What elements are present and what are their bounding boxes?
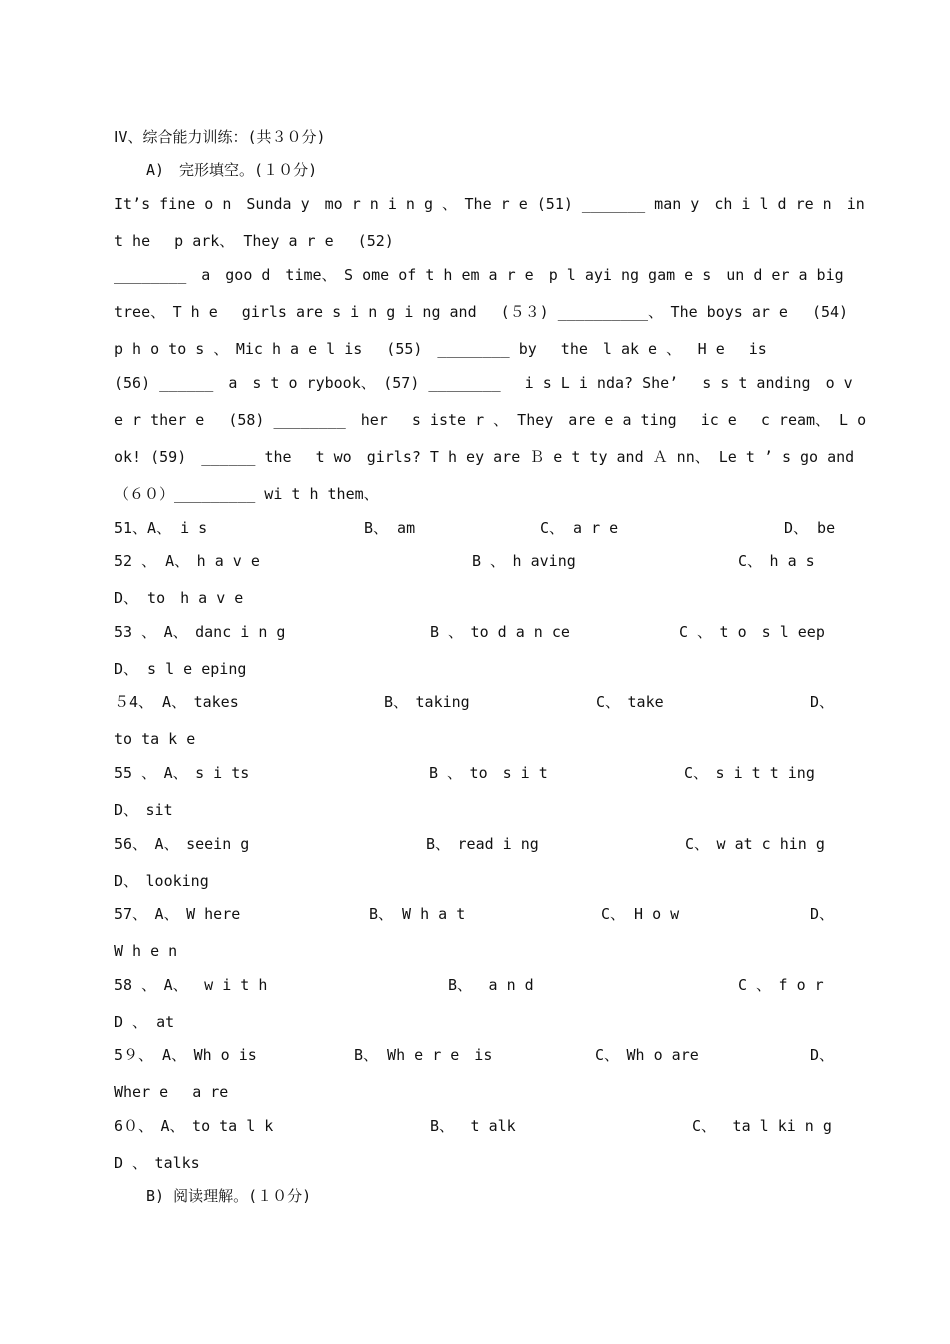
question-option-c: C 、 f o r <box>738 976 824 994</box>
passage-line: （６０）_________ wi t h them、 <box>114 485 379 503</box>
question-option-d: D、 be <box>784 519 836 537</box>
question-wrap-line: D、 sit <box>114 801 173 819</box>
question-wrap-line: D、 looking <box>114 872 209 890</box>
section-heading: ⅠV、综合能力训练：(共３０分) <box>114 128 326 146</box>
question-wrap-line: D 、 talks <box>114 1154 200 1172</box>
passage-line: ok! (59) ______ the t wo girls? T h ey are Ｂ e t ty and Ａ nn、 Le t ’ s go and <box>114 448 855 466</box>
question-row <box>114 904 836 924</box>
question-row <box>114 622 836 642</box>
question-row <box>114 834 836 854</box>
question-option-a: 51、A、 i s <box>114 519 208 537</box>
question-option-d: D、 <box>810 905 835 923</box>
passage-line: tree、 T h e girls are s i n g i ng and (５３) __________、 The boys ar e (54) <box>114 303 849 321</box>
question-option-b: B、 am <box>364 519 416 537</box>
question-option-a: 6０、 A、 to ta l k <box>114 1117 274 1135</box>
question-option-a: 58 、 A、 w i t h <box>114 976 268 994</box>
question-option-a: 5９、 A、 Wh o is <box>114 1046 257 1064</box>
question-option-c: C、 s i t t ing <box>684 764 815 782</box>
passage-line: ________ a goo d time、 S ome of t h em a r e p l ayi ng gam e s un d er a big <box>114 266 844 284</box>
passage-line: t he p ark、 They a r e (52) <box>114 232 394 250</box>
question-option-a: 56、 A、 seein g <box>114 835 250 853</box>
question-option-c: C、 take <box>596 693 664 711</box>
question-option-b: B、 read i ng <box>426 835 539 853</box>
question-wrap-line: D 、 at <box>114 1013 175 1031</box>
question-option-a: 57、 A、 W here <box>114 905 241 923</box>
question-option-d: D、 <box>810 693 835 711</box>
question-row <box>114 551 836 571</box>
question-option-c: C、 ta l ki n g <box>692 1117 832 1135</box>
question-option-d: D、 <box>810 1046 835 1064</box>
passage-line: p h o to s 、 Mic h a e l is (55) ________ by the l ak e 、 H e is <box>114 340 767 358</box>
question-wrap-line: W h e n <box>114 942 178 960</box>
question-option-b: B、 taking <box>384 693 470 711</box>
passage-line: It’s fine o n Sunda y mo r n i n g 、 The r e (51) _______ man y ch i l d re n in <box>114 195 865 213</box>
question-option-c: C、 w at c hin g <box>685 835 825 853</box>
question-option-a: 55 、 A、 s i ts <box>114 764 250 782</box>
question-row <box>114 975 836 995</box>
question-row <box>114 1116 836 1136</box>
question-wrap-line: to ta k e <box>114 730 196 748</box>
question-wrap-line: D、 to h a v e <box>114 589 244 607</box>
question-option-c: C、 h a s <box>738 552 815 570</box>
question-option-a: 52 、 A、 h a v e <box>114 552 260 570</box>
question-option-c: C、 a r e <box>540 519 619 537</box>
question-option-c: C、 Wh o are <box>595 1046 699 1064</box>
question-row <box>114 692 836 712</box>
reading-heading: B) 阅读理解。(１０分) <box>146 1187 312 1205</box>
passage-line: e r ther e (58) ________ her s iste r 、 They are e a ting ic e c ream、 L o <box>114 411 867 429</box>
question-option-c: C 、 t o s l eep <box>679 623 825 641</box>
question-option-b: B、 a n d <box>448 976 534 994</box>
question-wrap-line: D、 s l e eping <box>114 660 247 678</box>
question-option-b: B 、 to d a n ce <box>430 623 570 641</box>
question-option-b: B 、 to s i t <box>429 764 548 782</box>
question-option-b: B 、 h aving <box>472 552 576 570</box>
question-option-c: C、 H o w <box>601 905 680 923</box>
question-row <box>114 1045 836 1065</box>
question-option-a: ５4、 A、 takes <box>114 693 239 711</box>
question-option-b: B、 W h a t <box>369 905 466 923</box>
question-option-b: B、 t alk <box>430 1117 516 1135</box>
question-option-b: B、 Wh e r e is <box>354 1046 493 1064</box>
cloze-heading: A) 完形填空。(１０分) <box>146 161 318 179</box>
passage-line: (56) ______ a s t o rybook、 (57) ________ i s L i nda? She’ s s t anding o v <box>114 374 853 392</box>
question-row <box>114 763 836 783</box>
question-wrap-line: Wher e a re <box>114 1083 229 1101</box>
question-option-a: 53 、 A、 danc i n g <box>114 623 286 641</box>
question-row <box>114 518 836 538</box>
